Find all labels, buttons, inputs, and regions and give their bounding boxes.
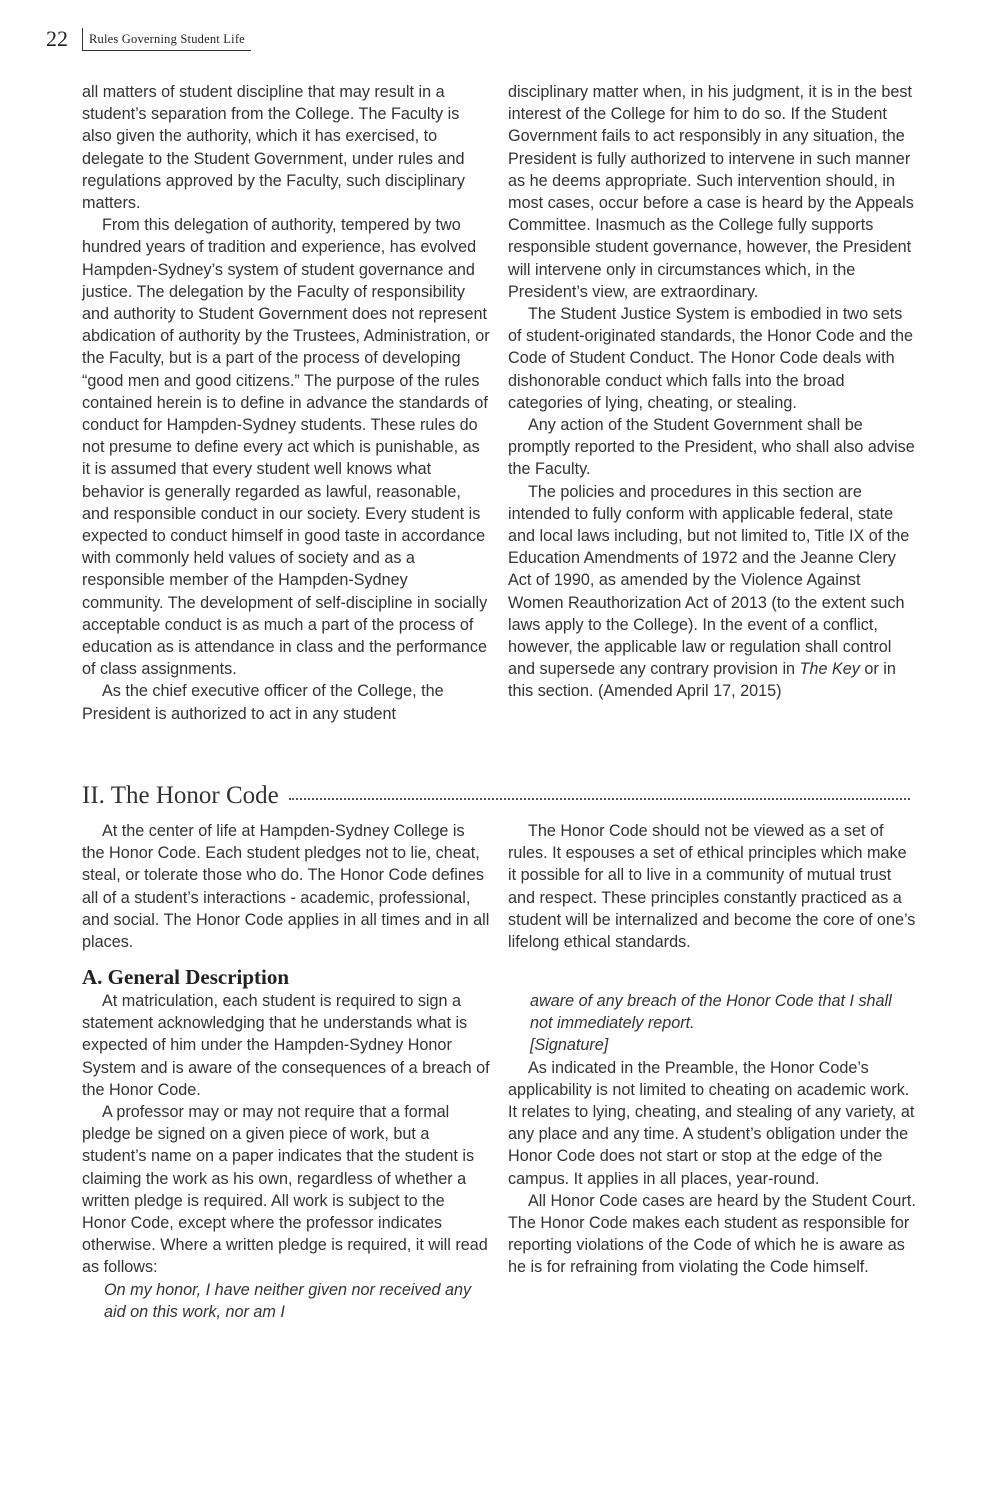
paragraph: all matters of student discipline that may result in a student’s separation from the College. The Faculty is also given the authority, which it has exercised, to delegate to the Student Government, under rules and regulations approved by the Faculty, such disciplinary matters. — [82, 83, 466, 213]
section-title: II. The Honor Code — [82, 782, 279, 809]
subsection-heading: A. General Description — [82, 965, 290, 989]
paragraph: As indicated in the Preamble, the Honor Code’s applicability is not limited to cheating on academic work. It relates to lying, cheating, and stealing of any variety, at any place and any time. A student’s obligation under the Honor Code does not start or stop at the edge of the campus. It applies in all places, year-round. — [508, 1058, 915, 1188]
general-left-column — [82, 990, 490, 1323]
general-right-column — [508, 990, 916, 1279]
paragraph: From this delegation of authority, tempered by two hundred years of tradition and experience, has evolved Hampden-Sydney’s system of student governance and justice. The delegation by the Faculty of responsibility and authority to Student Government does not represent abdication of authority by the Trustees, Administration, or the Faculty, but is a part of the process of developing “good men and good citizens.” The purpose of the rules contained herein is to define in advance the standards of conduct for Hampden-Sydney students. These rules do not presume to define every act which is punishable, as it is assumed that every student well knows what behavior is generally regarded as lawful, reasonable, and responsible conduct in our society. Every student is expected to conduct himself in good taste in accordance with commonly held values of society and as a responsible member of the Hampden-Sydney community. The development of self-discipline in socially acceptable conduct is as much a part of the process of education as is attendance in class and the performance of class assignments. — [82, 216, 490, 679]
paragraph-text: The policies and procedures in this section are intended to fully conform with applicable federal, state and local laws including, but not limited to, Title IX of the Education Amendments of 1972 and the Jeanne Clery Act of 1990, as amended by the Violence Against Women Reauthorization Act of 2013 (to the extent such laws apply to the College). In the event of a conflict, however, the applicable law or regulation shall control and supersede any contrary provision in — [508, 482, 910, 679]
running-head: Rules Governing Student Life — [82, 28, 251, 51]
top-right-column — [508, 81, 916, 703]
paragraph: Any action of the Student Government shall be promptly reported to the President, who shall also advise the Faculty. — [508, 416, 915, 479]
pledge-text: aware of any breach of the Honor Code that I shall not immediately report. — [530, 992, 892, 1033]
pledge-text: On my honor, I have neither given nor received any aid on this work, nor am I — [104, 1280, 472, 1321]
paragraph: The Student Justice System is embodied in two sets of student-originated standards, the Honor Code and the Code of Student Conduct. The Honor Code deals with dishonorable conduct which falls into the broad categories of lying, cheating, or stealing. — [508, 305, 913, 412]
paragraph: A professor may or may not require that a formal pledge be signed on a given piece of work, but a student’s name on a paper indicates that the student is claiming the work as his own, regardless of whether a written pledge is required. All work is subject to the Honor Code, except where the professor indicates otherwise. Where a written pledge is required, it will read as follows: — [82, 1103, 488, 1277]
paragraph: All Honor Code cases are heard by the Student Court. The Honor Code makes each student as responsible for reporting violations of the Code of which he is aware as he is for refraining from violating the Code himself. — [508, 1191, 916, 1277]
section-heading — [82, 782, 910, 810]
signature-line: [Signature] — [530, 1036, 609, 1055]
top-left-column — [82, 81, 490, 725]
publication-title: The Key — [799, 660, 860, 679]
honor-left-column — [82, 820, 490, 953]
paragraph: As the chief executive officer of the College, the President is authorized to act in any student — [82, 682, 444, 723]
paragraph-text: or in this section. (Amended April 17, 2015) — [508, 660, 896, 701]
honor-right-column — [508, 820, 916, 953]
paragraph: At matriculation, each student is required to sign a statement acknowledging that he understands what is expected of him under the Hampden-Sydney Honor System and is aware of the consequences of a breach of the Honor Code. — [82, 992, 490, 1099]
paragraph — [508, 481, 916, 703]
dotted-leader — [289, 797, 910, 800]
paragraph: disciplinary matter when, in his judgment, it is in the best interest of the College for him to do so. If the Student Government fails to act responsibly in any situation, the President is fully authorized to intervene in such manner as he deems appropriate. Such intervention should, in most cases, occur before a case is heard by the Appeals Committee. Inasmuch as the College fully supports responsible student governance, however, the President will intervene only in circumstances which, in the President’s view, are extraordinary. — [508, 83, 914, 301]
paragraph: At the center of life at Hampden-Sydney College is the Honor Code. Each student pledges not to lie, cheat, steal, or tolerate those who do. The Honor Code defines all of a student’s interactions - academic, professional, and social. The Honor Code applies in all times and in all places. — [82, 822, 490, 952]
paragraph: The Honor Code should not be viewed as a set of rules. It espouses a set of ethical principles which make it possible for all to live in a community of mutual trust and respect. These principles constantly practiced as a student will be internalized and become the core of one’s lifelong ethical standards. — [508, 822, 916, 952]
page-number: 22 — [46, 26, 68, 51]
